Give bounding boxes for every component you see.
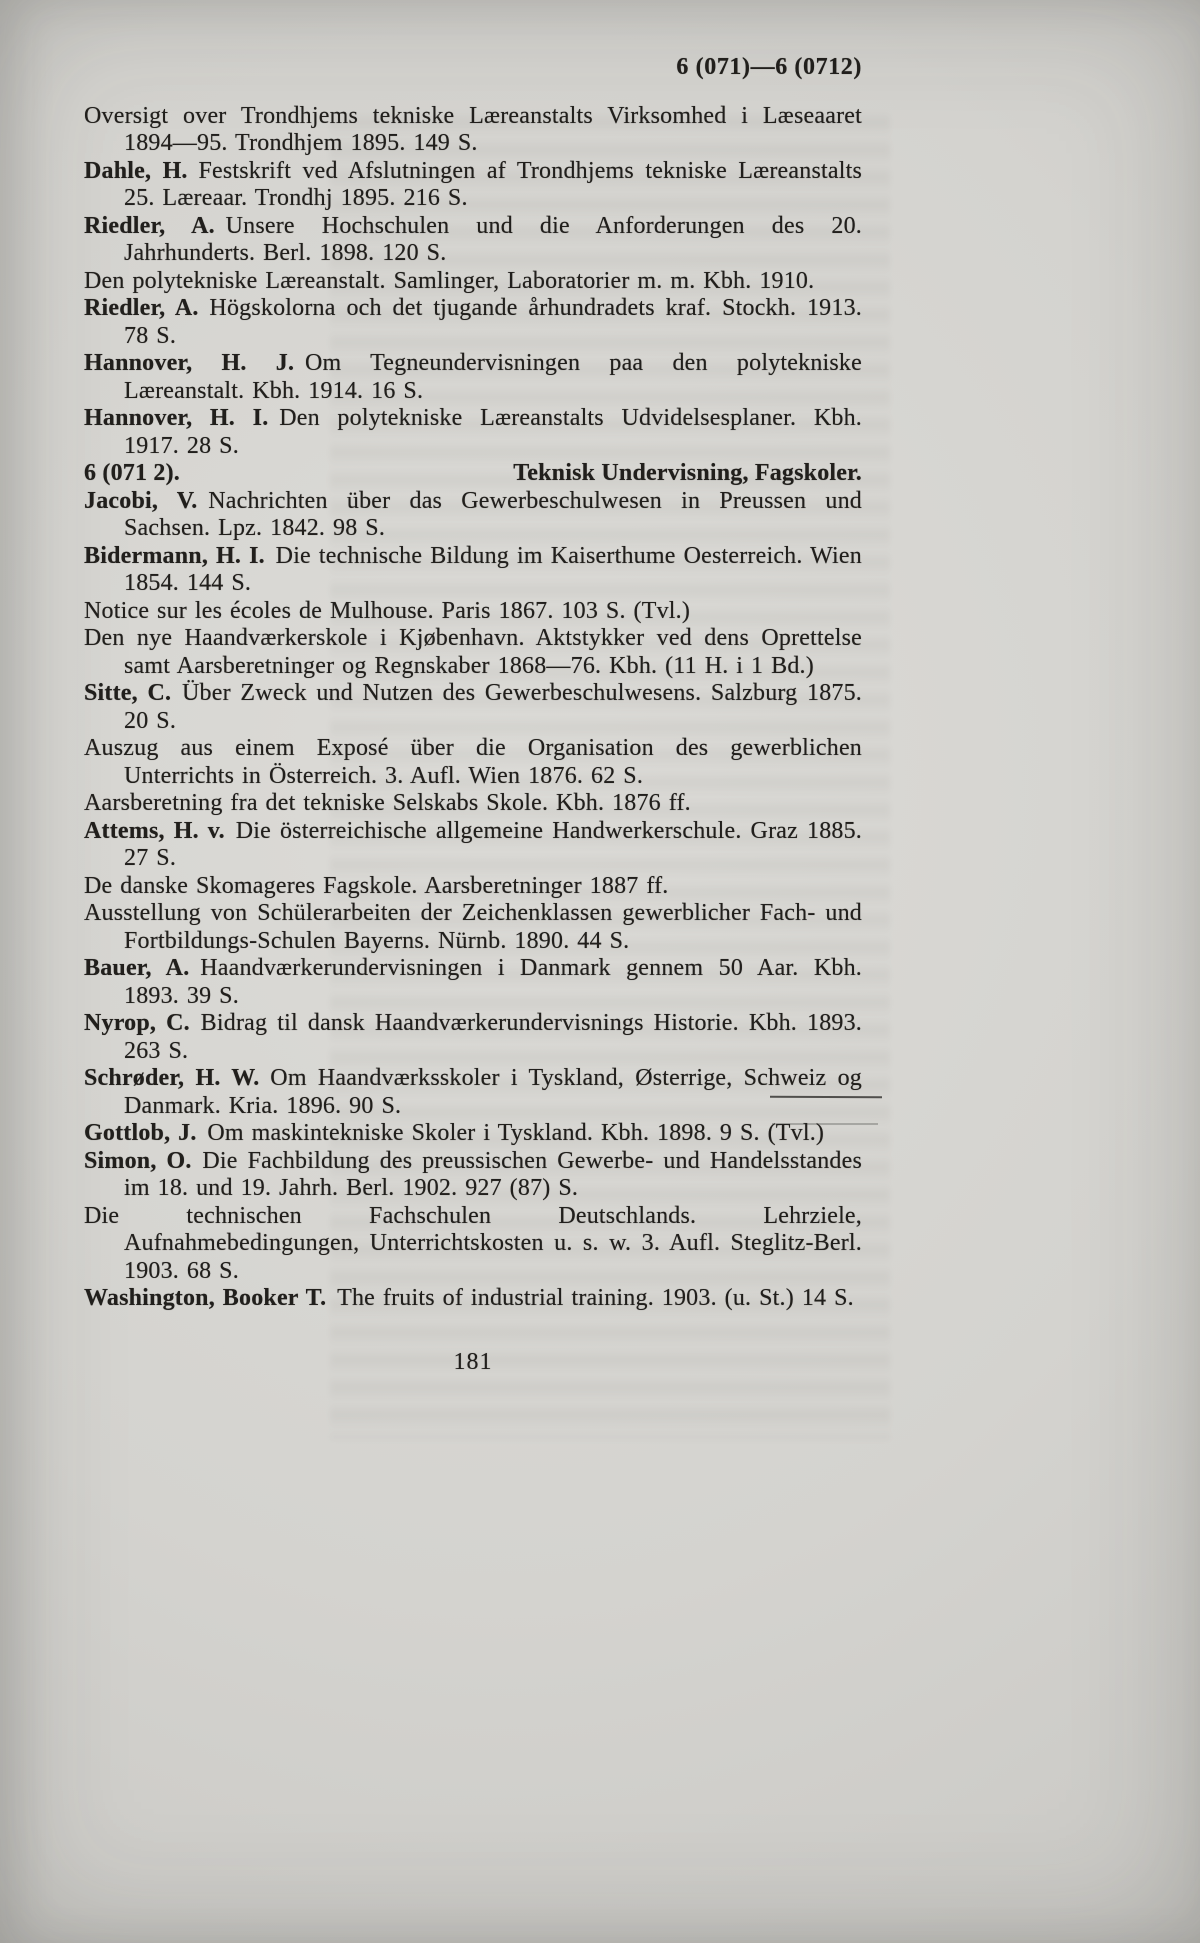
entry-text: Die Fachbildung des preussischen Gewerbe- und Handelsstandes im 18. und 19. Jahrh. Berl. 1902. 927 (87) S. — [124, 1147, 862, 1201]
entry-text: Bidrag til dansk Haandværkerundervisnings Historie. Kbh. 1893. 263 S. — [124, 1010, 862, 1064]
entry-author: Washington, Booker T. — [84, 1285, 327, 1311]
bib-entry — [84, 625, 862, 680]
entry-text: De danske Skomageres Fagskole. Aarsberetninger 1887 ff. — [84, 872, 669, 899]
entry-text: Nachrichten über das Gewerbeschulwesen in Preussen und Sachsen. Lpz. 1842. 98 S. — [124, 487, 863, 541]
bib-entry — [84, 213, 862, 268]
entry-author: Dahle, H. — [84, 157, 188, 184]
entry-text: Die technische Bildung im Kaiserthume Oesterreich. Wien 1854. 144 S. — [124, 542, 862, 596]
entry-text: Über Zweck und Nutzen des Gewerbeschulwesens. Salzburg 1875. 20 S. — [124, 680, 862, 734]
bib-entry — [84, 818, 862, 873]
scan-stray-line — [772, 1123, 878, 1125]
bib-entry — [84, 900, 862, 955]
entry-author: Jacobi, V. — [84, 487, 198, 514]
entry-text: Oversigt over Trondhjems tekniske Læreanstalts Virksomhed i Læseaaret 1894—95. Trondhjem 1895. 149 S. — [84, 102, 862, 156]
entry-text: Om Tegneundervisningen paa den polytekniske Læreanstalt. Kbh. 1914. 16 S. — [124, 350, 862, 404]
entry-text: Haandværkerundervisningen i Danmark gennem 50 Aar. Kbh. 1893. 39 S. — [124, 955, 862, 1009]
entry-text: Aarsberetning fra det tekniske Selskabs Skole. Kbh. 1876 ff. — [84, 790, 691, 816]
bib-entry — [84, 158, 862, 213]
entry-author: Simon, O. — [84, 1147, 192, 1174]
running-header: 6 (071)—6 (0712) — [676, 54, 862, 80]
text-column — [84, 54, 862, 1376]
section-heading — [84, 460, 862, 488]
section-code: 6 (071 2). — [84, 460, 180, 486]
entry-text: Om maskintekniske Skoler i Tyskland. Kbh. 1898. 9 S. (Tvl.) — [207, 1120, 825, 1146]
bib-entry — [84, 295, 862, 350]
bib-entry — [84, 350, 862, 405]
bib-entry — [84, 1010, 862, 1065]
bib-entry — [84, 405, 862, 460]
section-title: Teknisk Undervisning, Fagskoler. — [513, 460, 862, 486]
bib-entry — [84, 1203, 862, 1286]
entry-text: Den nye Haandværkerskole i Kjøbenhavn. Aktstykker ved dens Oprettelse samt Aarsberetninger og Regnskaber 1868—76. Kbh. (11 H. i 1 Bd.) — [84, 625, 862, 679]
entry-author: Hannover, H. J. — [84, 350, 295, 376]
entry-text: Notice sur les écoles de Mulhouse. Paris 1867. 103 S. (Tvl.) — [84, 597, 691, 624]
bib-entry — [84, 735, 862, 790]
entry-author: Hannover, H. I. — [84, 405, 269, 431]
bib-entry — [84, 488, 862, 543]
entry-text: Om Haandværksskoler i Tyskland, Østerrige, Schweiz og Danmark. Kria. 1896. 90 S. — [124, 1065, 862, 1119]
entry-text: Die technischen Fachschulen Deutschlands. Lehrziele, Aufnahmebedingungen, Unterrichtskosten u. s. w. 3. Aufl. Steglitz-Berl. 1903. 68 S. — [84, 1202, 862, 1284]
bib-entry — [84, 103, 862, 158]
entry-text: Högskolorna och det tjugande århundradets kraf. Stockh. 1913. 78 S. — [124, 295, 862, 349]
bib-entry — [84, 873, 862, 901]
bib-entry — [84, 1148, 862, 1203]
entry-author: Bauer, A. — [84, 955, 190, 981]
entry-text: Auszug aus einem Exposé über die Organisation des gewerblichen Unterrichts in Österreich. 3. Aufl. Wien 1876. 62 S. — [84, 735, 862, 789]
bibliography-section-2 — [84, 488, 862, 1313]
entry-text: Festskrift ved Afslutningen af Trondhjems tekniske Læreanstalts 25. Læreaar. Trondhj 1895. 216 S. — [124, 157, 862, 211]
entry-text: Unsere Hochschulen und die Anforderungen des 20. Jahrhunderts. Berl. 1898. 120 S. — [124, 212, 862, 266]
bib-entry — [84, 955, 862, 1010]
bib-entry — [84, 543, 862, 598]
entry-text: Die österreichische allgemeine Handwerkerschule. Graz 1885. 27 S. — [124, 817, 862, 871]
entry-author: Riedler, A. — [84, 295, 199, 321]
entry-author: Gottlob, J. — [84, 1120, 197, 1146]
entry-text: Den polytekniske Læreanstalts Udvidelsesplaner. Kbh. 1917. 28 S. — [124, 405, 862, 459]
entry-author: Attems, H. v. — [84, 817, 225, 844]
bib-entry — [84, 268, 862, 296]
bib-entry — [84, 680, 862, 735]
entry-text: The fruits of industrial training. 1903. (u. St.) 14 S. — [337, 1285, 854, 1311]
entry-author: Riedler, A. — [84, 212, 215, 239]
bib-entry — [84, 1065, 862, 1120]
entry-text: Ausstellung von Schülerarbeiten der Zeichenklassen gewerblicher Fach- und Fortbildungs-Schulen Bayerns. Nürnb. 1890. 44 S. — [84, 900, 862, 954]
bibliography-section-1 — [84, 103, 862, 461]
entry-text: Den polytekniske Læreanstalt. Samlinger, Laboratorier m. m. Kbh. 1910. — [84, 267, 815, 294]
entry-author: Bidermann, H. I. — [84, 542, 265, 569]
entry-author: Nyrop, C. — [84, 1010, 190, 1036]
bib-entry — [84, 598, 862, 626]
entry-author: Sitte, C. — [84, 680, 172, 706]
entry-author: Schrøder, H. W. — [84, 1065, 260, 1091]
bib-entry — [84, 1285, 862, 1313]
page-number: 181 — [453, 1348, 493, 1375]
bib-entry — [84, 1120, 862, 1148]
bib-entry — [84, 790, 862, 818]
